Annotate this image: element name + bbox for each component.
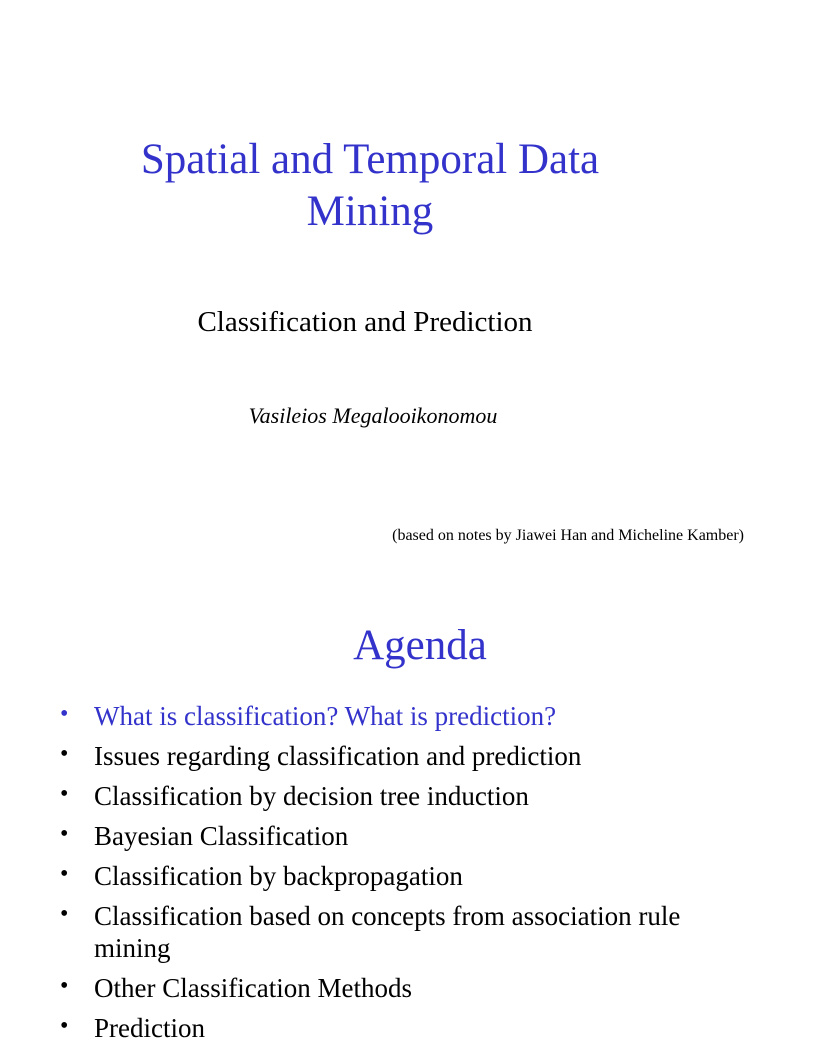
- agenda-item: [60, 740, 760, 772]
- agenda-title: Agenda: [353, 622, 487, 669]
- agenda-item: [60, 820, 760, 852]
- bullet-icon: •: [60, 781, 69, 807]
- agenda-item: [60, 900, 760, 964]
- agenda-item-text: Other Classification Methods: [94, 973, 412, 1003]
- bullet-icon: •: [60, 861, 69, 887]
- agenda-item-text: Classification by backpropagation: [94, 861, 463, 891]
- credit-note: (based on notes by Jiawei Han and Micheline Kamber): [392, 527, 744, 544]
- agenda-item: [60, 700, 760, 732]
- agenda-list: [60, 700, 760, 1052]
- agenda-item-text: Prediction: [94, 1013, 205, 1043]
- bullet-icon: •: [60, 901, 69, 927]
- bullet-icon: •: [60, 701, 69, 727]
- slide-title-line-1: Spatial and Temporal Data: [140, 136, 600, 183]
- slide-title: [0, 134, 740, 238]
- slide-subtitle: Classification and Prediction: [197, 306, 533, 338]
- bullet-icon: •: [60, 741, 69, 767]
- agenda-item: [60, 780, 760, 812]
- agenda-item-text: Issues regarding classification and prediction: [94, 741, 582, 771]
- agenda-item: [60, 1012, 760, 1044]
- agenda-item-text: What is classification? What is prediction?: [94, 701, 557, 731]
- bullet-icon: •: [60, 821, 69, 847]
- agenda-item: [60, 860, 760, 892]
- agenda-slide: [0, 576, 768, 1043]
- slide-title-line-2: Mining: [306, 188, 434, 235]
- agenda-item-text: Classification by decision tree induction: [94, 781, 529, 811]
- agenda-item-text: Bayesian Classification: [94, 821, 349, 851]
- agenda-item-text: Classification based on concepts from association rule mining: [94, 901, 681, 963]
- bullet-icon: •: [60, 973, 69, 999]
- author-name: Vasileios Megalooikonomou: [248, 403, 498, 428]
- bullet-icon: •: [60, 1013, 69, 1039]
- agenda-item: [60, 972, 760, 1004]
